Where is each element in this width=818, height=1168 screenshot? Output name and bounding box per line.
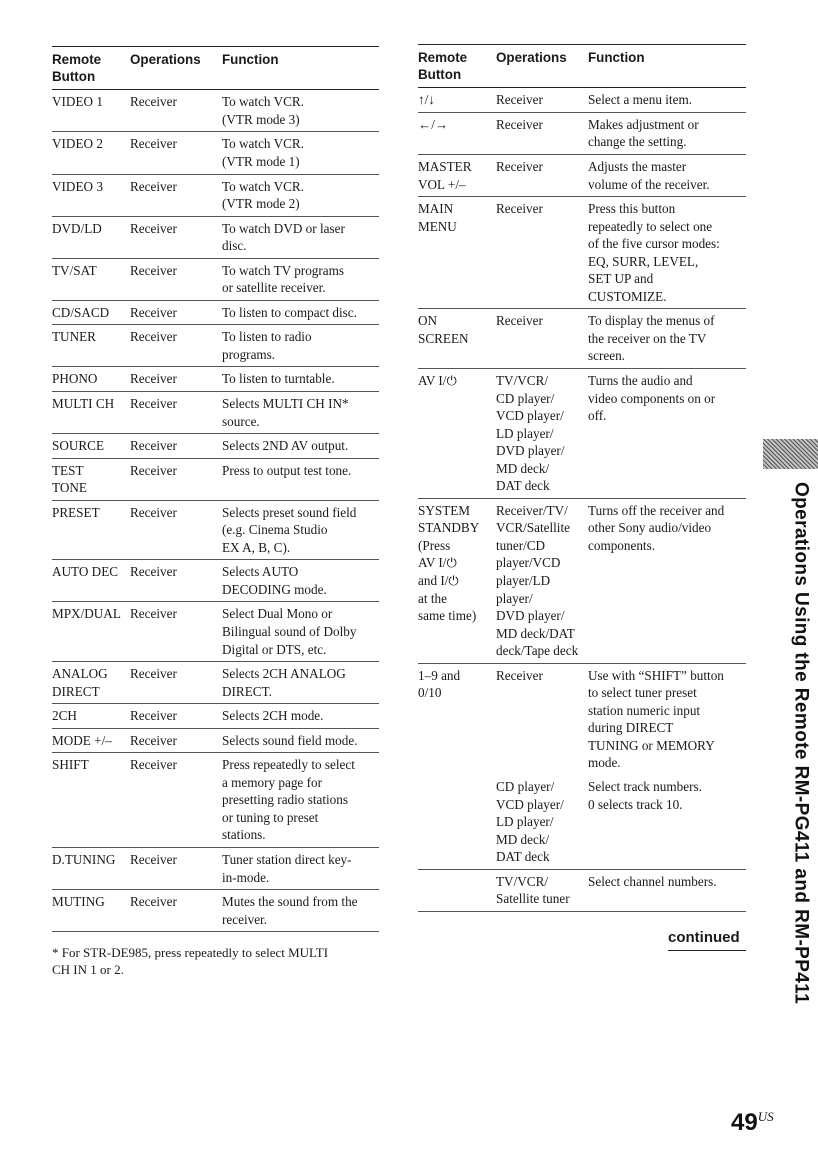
cell-remote-button: ↑/↓ bbox=[418, 92, 435, 108]
cell-remote-button: AUTO DEC bbox=[52, 564, 119, 580]
table-row bbox=[418, 309, 746, 369]
table-row bbox=[418, 197, 746, 309]
cell-function: To listen to turntable. bbox=[222, 371, 335, 387]
cell-remote-button: PRESET bbox=[52, 504, 100, 520]
page-number-value: 49 bbox=[731, 1109, 758, 1136]
cell-remote-button: VIDEO 2 bbox=[52, 136, 103, 152]
table-row bbox=[52, 890, 379, 932]
table-row bbox=[52, 728, 379, 753]
table-row bbox=[52, 325, 379, 367]
remote-button-table-left bbox=[52, 46, 379, 932]
cell-operations: Receiver bbox=[130, 708, 177, 724]
page-number bbox=[731, 1107, 774, 1139]
table-row bbox=[418, 498, 746, 663]
section-tab-marker bbox=[763, 439, 818, 469]
cell-function: Select Dual Mono or Bilingual sound of Dolby Digital or DTS, etc. bbox=[222, 606, 357, 657]
cell-operations: Receiver bbox=[130, 395, 177, 411]
cell-function: To watch DVD or laser disc. bbox=[222, 220, 345, 254]
table-row bbox=[52, 90, 379, 132]
table-row bbox=[418, 775, 746, 869]
table-row bbox=[52, 216, 379, 258]
cell-function: Use with “SHIFT” button to select tuner preset station numeric input during DIRECT TUNING or MEMORY mode. bbox=[588, 667, 724, 771]
header-remote-button: Remote Button bbox=[418, 50, 468, 83]
cell-function: Selects 2CH ANALOG DIRECT. bbox=[222, 666, 346, 699]
cell-function: To listen to radio programs. bbox=[222, 329, 312, 362]
cell-remote-button: TEST TONE bbox=[52, 462, 87, 496]
cell-operations: Receiver bbox=[130, 606, 177, 622]
cell-function: To watch TV programs or satellite receiver. bbox=[222, 262, 345, 296]
right-column bbox=[418, 44, 746, 912]
cell-remote-button: MUTING bbox=[52, 894, 105, 910]
cell-operations: TV/VCR/ CD player/ VCD player/ LD player/ DVD player/ MD deck/ DAT deck bbox=[496, 372, 565, 494]
cell-remote-button: 2CH bbox=[52, 708, 77, 724]
cell-function: Selects 2CH mode. bbox=[222, 708, 324, 724]
cell-function: To listen to compact disc. bbox=[222, 304, 357, 320]
table-row bbox=[52, 132, 379, 174]
cell-operations: Receiver bbox=[130, 666, 177, 682]
cell-operations: Receiver bbox=[130, 852, 177, 867]
table-row bbox=[418, 869, 746, 911]
cell-remote-button: TUNER bbox=[52, 329, 96, 345]
cell-remote-button: PHONO bbox=[52, 371, 98, 387]
cell-function: Press to output test tone. bbox=[222, 462, 352, 478]
cell-function: Select track numbers. 0 selects track 10. bbox=[588, 779, 702, 812]
table-header-row bbox=[52, 47, 379, 90]
table-row bbox=[418, 88, 746, 113]
cell-function: Adjusts the master volume of the receiver. bbox=[588, 158, 710, 192]
cell-remote-button: MASTER VOL +/– bbox=[418, 158, 472, 192]
cell-operations: Receiver bbox=[130, 462, 177, 478]
cell-operations: Receiver bbox=[130, 94, 177, 110]
cell-operations: Receiver bbox=[130, 564, 177, 580]
header-function: Function bbox=[588, 50, 645, 65]
cell-remote-button: ON SCREEN bbox=[418, 313, 469, 346]
cell-operations: Receiver bbox=[130, 220, 177, 236]
header-operations: Operations bbox=[130, 52, 201, 67]
cell-remote-button: ←/→ bbox=[418, 116, 449, 132]
cell-function: Selects preset sound field (e.g. Cinema Studio EX A, B, C). bbox=[222, 504, 357, 555]
table-row bbox=[52, 391, 379, 433]
cell-operations: CD player/ VCD player/ LD player/ MD deck/ DAT deck bbox=[496, 779, 564, 865]
cell-function: Select channel numbers. bbox=[588, 873, 717, 889]
cell-function: Selects 2ND AV output. bbox=[222, 438, 349, 454]
cell-operations: Receiver bbox=[496, 201, 543, 217]
cell-remote-button: TV/SAT bbox=[52, 262, 97, 278]
table-row bbox=[52, 848, 379, 890]
right-table-body bbox=[418, 88, 746, 912]
cell-remote-button: SYSTEM STANDBY (Press AV I/⏻ and I/⏻ at the same time) bbox=[418, 502, 480, 624]
table-row bbox=[418, 368, 746, 498]
table-row bbox=[52, 458, 379, 500]
left-column bbox=[52, 46, 379, 932]
cell-operations: Receiver bbox=[130, 438, 177, 454]
cell-function: Selects AUTO DECODING mode. bbox=[222, 564, 327, 597]
table-row bbox=[418, 154, 746, 196]
cell-function: To watch VCR. (VTR mode 1) bbox=[222, 136, 304, 169]
cell-function: To watch VCR. (VTR mode 2) bbox=[222, 178, 304, 212]
cell-remote-button bbox=[418, 775, 496, 869]
table-row bbox=[52, 602, 379, 662]
cell-function: Turns off the receiver and other Sony audio/video components. bbox=[588, 502, 725, 553]
side-section-title: Operations Using the Remote RM-PG411 and RM-PP411 bbox=[790, 482, 812, 1005]
cell-remote-button: ANALOG DIRECT bbox=[52, 666, 108, 699]
cell-operations: Receiver bbox=[130, 757, 177, 773]
cell-operations: Receiver bbox=[130, 262, 177, 278]
cell-operations: Receiver bbox=[496, 158, 543, 174]
cell-operations: Receiver bbox=[130, 504, 177, 520]
table-header-row bbox=[418, 45, 746, 88]
header-function: Function bbox=[222, 52, 279, 67]
cell-remote-button: DVD/LD bbox=[52, 220, 102, 236]
cell-operations: Receiver bbox=[130, 329, 177, 345]
cell-function: Press this button repeatedly to select one of the five cursor modes: EQ, SURR, LEVEL, SET UP and CUSTOMIZE. bbox=[588, 201, 720, 304]
cell-operations: TV/VCR/ Satellite tuner bbox=[496, 873, 570, 907]
cell-operations: Receiver bbox=[130, 894, 177, 910]
table-row bbox=[52, 753, 379, 848]
table-row bbox=[52, 560, 379, 602]
cell-operations: Receiver bbox=[130, 304, 177, 320]
cell-remote-button: SOURCE bbox=[52, 438, 105, 454]
cell-operations: Receiver bbox=[130, 136, 177, 152]
footnote: * For STR-DE985, press repeatedly to select MULTI CH IN 1 or 2. bbox=[52, 945, 329, 978]
cell-function: Makes adjustment or change the setting. bbox=[588, 116, 699, 150]
cell-remote-button: 1–9 and 0/10 bbox=[418, 667, 461, 701]
cell-remote-button: MPX/DUAL bbox=[52, 606, 121, 622]
cell-operations: Receiver bbox=[496, 313, 543, 329]
cell-remote-button: MAIN MENU bbox=[418, 201, 457, 234]
table-row bbox=[418, 663, 746, 775]
cell-function: To watch VCR. (VTR mode 3) bbox=[222, 94, 304, 127]
cell-function: Press repeatedly to select a memory page for presetting radio stations or tuning to preset stations. bbox=[222, 757, 355, 843]
left-table-body bbox=[52, 90, 379, 932]
table-row bbox=[52, 704, 379, 729]
page-number-suffix: US bbox=[757, 1109, 774, 1124]
cell-operations: Receiver bbox=[130, 178, 177, 194]
cell-operations: Receiver bbox=[496, 116, 543, 132]
cell-function: Select a menu item. bbox=[588, 92, 692, 108]
remote-button-table-right bbox=[418, 44, 746, 912]
table-row bbox=[52, 662, 379, 704]
cell-remote-button bbox=[418, 869, 496, 911]
continued-rule bbox=[668, 950, 746, 951]
cell-operations: Receiver/TV/ VCR/Satellite tuner/CD player/VCD player/LD player/ DVD player/ MD deck/DAT deck/Tape deck bbox=[496, 502, 579, 659]
cell-operations: Receiver bbox=[496, 92, 543, 108]
table-row bbox=[52, 174, 379, 216]
cell-function: Mutes the sound from the receiver. bbox=[222, 894, 358, 927]
cell-remote-button: VIDEO 1 bbox=[52, 94, 103, 110]
cell-operations: Receiver bbox=[130, 371, 177, 387]
cell-function: Turns the audio and video components on or off. bbox=[588, 372, 716, 424]
table-row bbox=[52, 434, 379, 459]
cell-operations: Receiver bbox=[130, 732, 177, 748]
cell-remote-button: D.TUNING bbox=[52, 852, 116, 867]
table-row bbox=[418, 112, 746, 154]
cell-remote-button: CD/SACD bbox=[52, 304, 110, 320]
table-row bbox=[52, 500, 379, 560]
header-operations: Operations bbox=[496, 50, 567, 65]
cell-remote-button: SHIFT bbox=[52, 757, 89, 773]
cell-function: Tuner station direct key- in-mode. bbox=[222, 852, 352, 885]
cell-function: Selects sound field mode. bbox=[222, 732, 358, 748]
cell-remote-button: VIDEO 3 bbox=[52, 178, 103, 194]
cell-remote-button: MULTI CH bbox=[52, 395, 115, 411]
cell-function: To display the menus of the receiver on the TV screen. bbox=[588, 313, 715, 364]
table-row bbox=[52, 258, 379, 300]
cell-function: Selects MULTI CH IN* source. bbox=[222, 395, 349, 429]
header-remote-button: Remote Button bbox=[52, 52, 102, 85]
table-row bbox=[52, 300, 379, 325]
continued-label: continued bbox=[668, 929, 740, 946]
table-row bbox=[52, 367, 379, 392]
cell-remote-button: MODE +/– bbox=[52, 732, 112, 748]
cell-operations: Receiver bbox=[496, 667, 543, 683]
cell-remote-button: AV I/⏻ bbox=[418, 372, 457, 388]
